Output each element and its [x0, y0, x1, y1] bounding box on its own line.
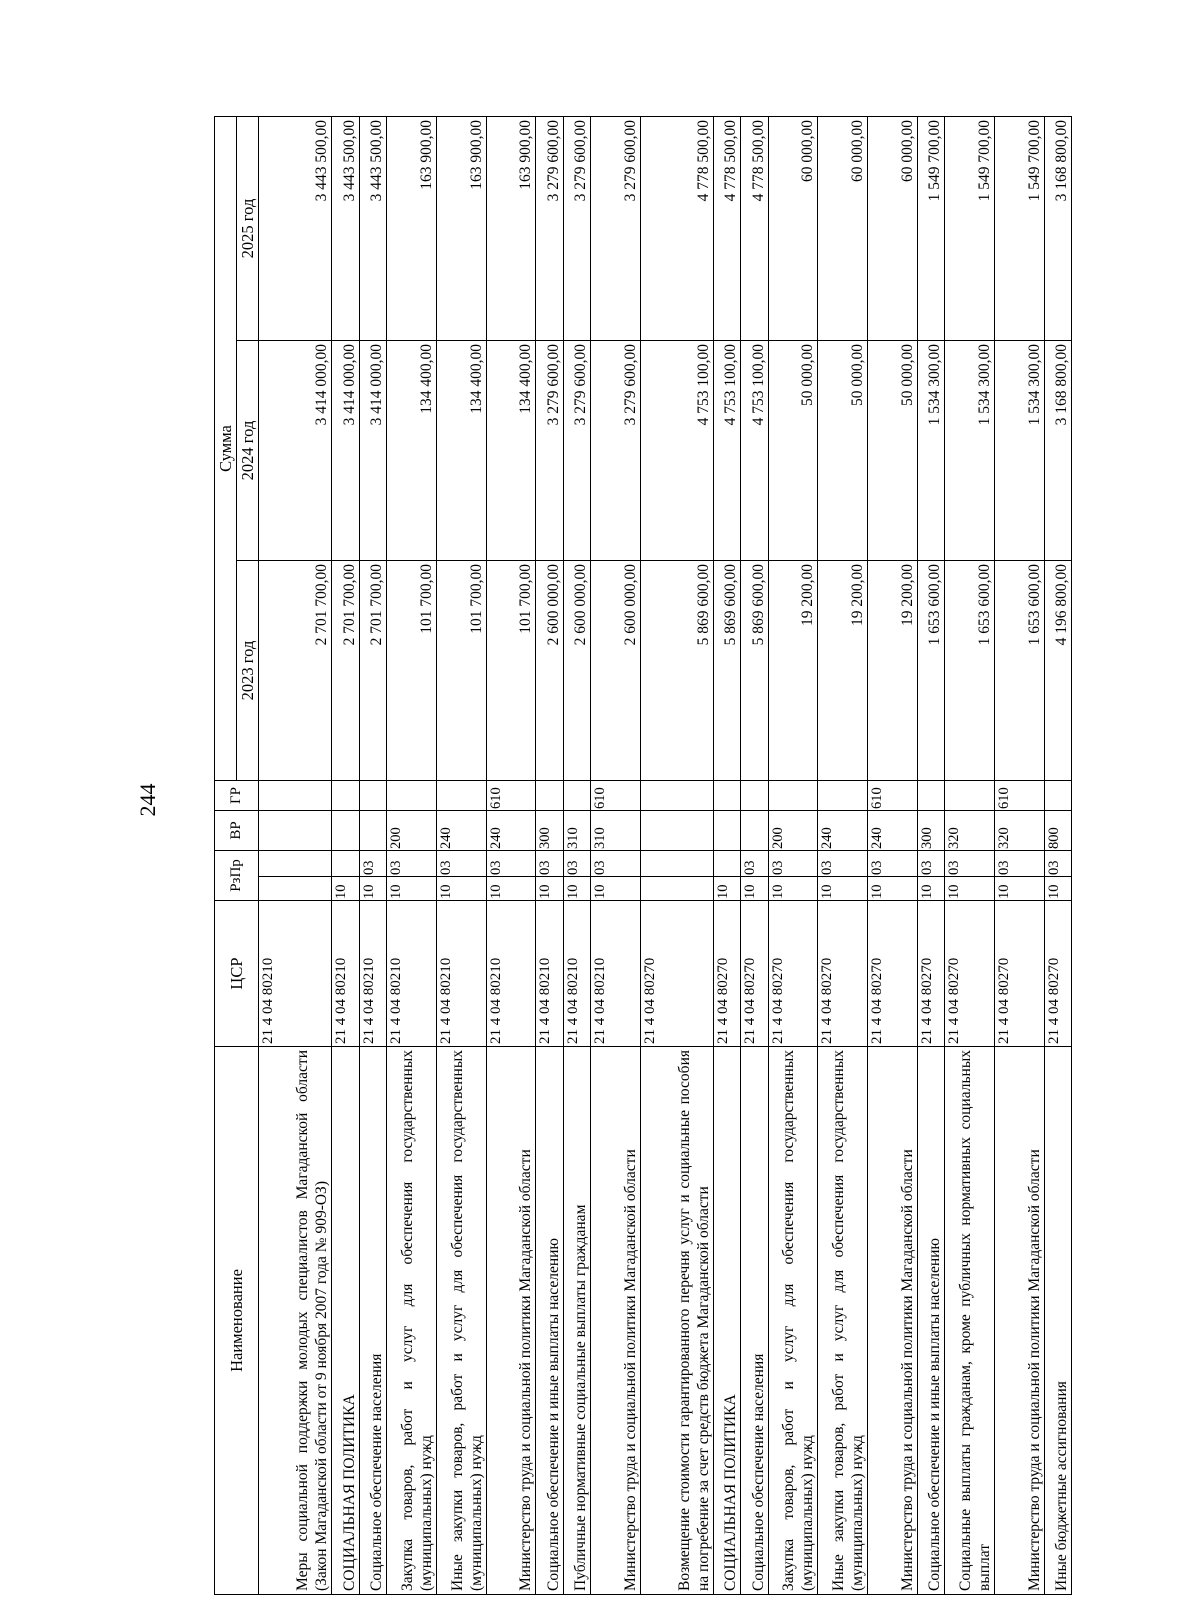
table-cell-2023: 1 653 600,00	[994, 560, 1044, 780]
table-cell-vr	[640, 810, 713, 850]
table-cell-rz: 10	[917, 877, 944, 901]
table-cell-pr: 03	[741, 850, 768, 876]
table-cell-2025: 1 549 700,00	[994, 116, 1044, 340]
header-year-2023: 2023 год	[237, 560, 259, 780]
table-cell-gr: 610	[486, 780, 536, 810]
table-cell-csr: 21 4 04 80210	[359, 901, 386, 1047]
table-cell-rz: 10	[359, 877, 386, 901]
table-cell-2023: 5 869 600,00	[741, 560, 768, 780]
table-cell-2024: 50 000,00	[768, 340, 818, 560]
table-cell-pr	[259, 850, 332, 876]
table-cell-csr: 21 4 04 80270	[868, 901, 918, 1047]
table-cell-2025: 60 000,00	[818, 116, 868, 340]
table-cell-2025: 163 900,00	[486, 116, 536, 340]
table-cell-csr: 21 4 04 80270	[714, 901, 741, 1047]
table-cell-gr	[359, 780, 386, 810]
table-row	[818, 116, 868, 1594]
table-row	[640, 116, 713, 1594]
table-cell-gr	[640, 780, 713, 810]
table-cell-rz: 10	[486, 877, 536, 901]
table-cell-gr	[714, 780, 741, 810]
table-cell-gr	[818, 780, 868, 810]
table-cell-csr: 21 4 04 80210	[563, 901, 590, 1047]
table-cell-csr: 21 4 04 80270	[741, 901, 768, 1047]
table-cell-gr: 610	[994, 780, 1044, 810]
table-cell-pr: 03	[917, 850, 944, 876]
table-cell-2024: 1 534 300,00	[917, 340, 944, 560]
table-cell-name: Социальное обеспечение населения	[359, 1047, 386, 1595]
table-cell-rz: 10	[536, 877, 563, 901]
table-cell-2023: 19 200,00	[868, 560, 918, 780]
table-cell-vr: 200	[768, 810, 818, 850]
table-cell-2024: 3 414 000,00	[359, 340, 386, 560]
table-cell-vr: 240	[868, 810, 918, 850]
table-row	[868, 116, 918, 1594]
table-cell-gr	[1044, 780, 1071, 810]
table-cell-vr	[714, 810, 741, 850]
table-cell-2023: 101 700,00	[436, 560, 486, 780]
table-cell-pr	[640, 850, 713, 876]
table-cell-vr: 200	[386, 810, 436, 850]
table-cell-pr	[714, 850, 741, 876]
table-cell-2023: 2 600 000,00	[536, 560, 563, 780]
table-cell-vr: 310	[563, 810, 590, 850]
table-cell-2025: 3 168 800,00	[1044, 116, 1071, 340]
table-cell-rz: 10	[768, 877, 818, 901]
table-cell-pr: 03	[1044, 850, 1071, 876]
header-rz-pr: РзПр	[215, 850, 259, 900]
table-cell-pr: 03	[818, 850, 868, 876]
table-cell-name: СОЦИАЛЬНАЯ ПОЛИТИКА	[332, 1047, 359, 1595]
table-cell-gr	[536, 780, 563, 810]
table-cell-vr	[359, 810, 386, 850]
header-year-2024: 2024 год	[237, 340, 259, 560]
table-cell-vr	[741, 810, 768, 850]
table-cell-2023: 1 653 600,00	[945, 560, 995, 780]
table-cell-gr	[259, 780, 332, 810]
table-cell-2023: 2 600 000,00	[563, 560, 590, 780]
table-cell-name: Министерство труда и социальной политики Магаданской области	[868, 1047, 918, 1595]
header-vr: ВР	[215, 810, 259, 850]
table-cell-csr: 21 4 04 80210	[332, 901, 359, 1047]
table-cell-name: Министерство труда и социальной политики Магаданской области	[994, 1047, 1044, 1595]
table-cell-name: Закупка товаров, работ и услуг для обеспечения государственных (муниципальных) нужд	[386, 1047, 436, 1595]
table-row	[359, 116, 386, 1594]
header-name: Наименование	[215, 1047, 259, 1595]
table-cell-name: Закупка товаров, работ и услуг для обеспечения государственных (муниципальных) нужд	[768, 1047, 818, 1595]
table-cell-vr: 300	[917, 810, 944, 850]
table-cell-name: Социальное обеспечение и иные выплаты населению	[917, 1047, 944, 1595]
table-cell-2025: 3 443 500,00	[332, 116, 359, 340]
table-row	[386, 116, 436, 1594]
table-cell-pr: 03	[386, 850, 436, 876]
table-cell-rz: 10	[714, 877, 741, 901]
table-cell-name: Социальное обеспечение населения	[741, 1047, 768, 1595]
table-cell-csr: 21 4 04 80270	[818, 901, 868, 1047]
table-cell-2025: 4 778 500,00	[640, 116, 713, 340]
table-cell-csr: 21 4 04 80270	[640, 901, 713, 1047]
table-cell-pr: 03	[486, 850, 536, 876]
table-cell-csr: 21 4 04 80210	[386, 901, 436, 1047]
table-cell-gr	[768, 780, 818, 810]
table-cell-2024: 3 279 600,00	[590, 340, 640, 560]
table-cell-vr: 310	[590, 810, 640, 850]
table-cell-rz: 10	[386, 877, 436, 901]
table-cell-vr: 320	[945, 810, 995, 850]
table-row	[994, 116, 1044, 1594]
table-cell-pr: 03	[768, 850, 818, 876]
table-cell-name: СОЦИАЛЬНАЯ ПОЛИТИКА	[714, 1047, 741, 1595]
table-cell-csr: 21 4 04 80270	[917, 901, 944, 1047]
table-cell-vr: 320	[994, 810, 1044, 850]
table-cell-gr	[741, 780, 768, 810]
header-sum: Сумма	[215, 116, 237, 780]
table-cell-2025: 1 549 700,00	[917, 116, 944, 340]
table-cell-2025: 163 900,00	[386, 116, 436, 340]
table-cell-pr	[332, 850, 359, 876]
table-cell-vr: 800	[1044, 810, 1071, 850]
table-cell-rz: 10	[563, 877, 590, 901]
table-cell-2023: 2 701 700,00	[359, 560, 386, 780]
table-cell-csr: 21 4 04 80270	[994, 901, 1044, 1047]
table-cell-pr: 03	[359, 850, 386, 876]
table-cell-csr: 21 4 04 80210	[536, 901, 563, 1047]
table-cell-2025: 3 279 600,00	[536, 116, 563, 340]
table-cell-name: Министерство труда и социальной политики Магаданской области	[590, 1047, 640, 1595]
table-row	[945, 116, 995, 1594]
header-gr: ГР	[215, 780, 259, 810]
budget-table	[214, 116, 1072, 1595]
table-cell-gr	[917, 780, 944, 810]
table-cell-2025: 3 279 600,00	[590, 116, 640, 340]
table-cell-2024: 3 168 800,00	[1044, 340, 1071, 560]
table-cell-2025: 3 443 500,00	[259, 116, 332, 340]
table-cell-2024: 4 753 100,00	[640, 340, 713, 560]
table-row	[259, 116, 332, 1594]
table-cell-2025: 4 778 500,00	[741, 116, 768, 340]
table-cell-2024: 134 400,00	[486, 340, 536, 560]
table-cell-vr: 240	[436, 810, 486, 850]
table-row	[590, 116, 640, 1594]
table-cell-2024: 50 000,00	[868, 340, 918, 560]
table-cell-2024: 3 279 600,00	[563, 340, 590, 560]
table-cell-gr	[332, 780, 359, 810]
table-cell-2023: 1 653 600,00	[917, 560, 944, 780]
table-cell-rz: 10	[994, 877, 1044, 901]
table-cell-csr: 21 4 04 80270	[945, 901, 995, 1047]
table-cell-2023: 2 701 700,00	[259, 560, 332, 780]
table-cell-2023: 19 200,00	[818, 560, 868, 780]
header-csr: ЦСР	[215, 901, 259, 1047]
table-cell-2024: 1 534 300,00	[994, 340, 1044, 560]
table-cell-vr: 240	[486, 810, 536, 850]
table-row	[436, 116, 486, 1594]
table-cell-name: Меры социальной поддержки молодых специалистов Магаданской области (Закон Магаданской области от 9 ноября 2007 года № 909-ОЗ)	[259, 1047, 332, 1595]
table-cell-2024: 134 400,00	[436, 340, 486, 560]
table-cell-pr: 03	[563, 850, 590, 876]
table-cell-csr: 21 4 04 80210	[436, 901, 486, 1047]
table-cell-pr: 03	[436, 850, 486, 876]
table-cell-2023: 5 869 600,00	[640, 560, 713, 780]
table-cell-2023: 101 700,00	[486, 560, 536, 780]
table-cell-2023: 2 600 000,00	[590, 560, 640, 780]
table-cell-2024: 3 414 000,00	[259, 340, 332, 560]
table-cell-gr: 610	[590, 780, 640, 810]
table-cell-2025: 3 279 600,00	[563, 116, 590, 340]
table-cell-vr: 300	[536, 810, 563, 850]
table-cell-2025: 3 443 500,00	[359, 116, 386, 340]
table-cell-pr: 03	[945, 850, 995, 876]
table-cell-2025: 163 900,00	[436, 116, 486, 340]
table-cell-pr: 03	[994, 850, 1044, 876]
table-row	[536, 116, 563, 1594]
table-cell-gr	[436, 780, 486, 810]
table-cell-2023: 2 701 700,00	[332, 560, 359, 780]
table-cell-pr: 03	[536, 850, 563, 876]
table-cell-name: Иные закупки товаров, работ и услуг для обеспечения государственных (муниципальных) нужд	[818, 1047, 868, 1595]
table-cell-rz: 10	[590, 877, 640, 901]
table-row	[486, 116, 536, 1594]
table-cell-rz: 10	[436, 877, 486, 901]
table-cell-name: Социальные выплаты гражданам, кроме публичных нормативных социальных выплат	[945, 1047, 995, 1595]
table-cell-2025: 60 000,00	[768, 116, 818, 340]
table-cell-2025: 60 000,00	[868, 116, 918, 340]
table-cell-2024: 50 000,00	[818, 340, 868, 560]
table-row	[714, 116, 741, 1594]
table-cell-2024: 4 753 100,00	[741, 340, 768, 560]
table-cell-csr: 21 4 04 80210	[259, 901, 332, 1047]
table-row	[332, 116, 359, 1594]
table-cell-2023: 5 869 600,00	[714, 560, 741, 780]
table-cell-name: Социальное обеспечение и иные выплаты населению	[536, 1047, 563, 1595]
page-number: 244	[135, 783, 160, 817]
table-cell-rz: 10	[332, 877, 359, 901]
table-cell-vr: 240	[818, 810, 868, 850]
table-cell-vr	[332, 810, 359, 850]
budget-table-rotated	[214, 117, 1072, 1595]
table-cell-rz: 10	[868, 877, 918, 901]
table-cell-gr	[945, 780, 995, 810]
table-cell-2023: 19 200,00	[768, 560, 818, 780]
table-cell-name: Министерство труда и социальной политики Магаданской области	[486, 1047, 536, 1595]
table-row	[917, 116, 944, 1594]
table-cell-csr: 21 4 04 80270	[768, 901, 818, 1047]
table-cell-name: Публичные нормативные социальные выплаты гражданам	[563, 1047, 590, 1595]
table-cell-rz	[640, 877, 713, 901]
table-cell-rz	[259, 877, 332, 901]
table-cell-2024: 3 279 600,00	[536, 340, 563, 560]
table-cell-gr	[386, 780, 436, 810]
table-cell-gr: 610	[868, 780, 918, 810]
table-row	[741, 116, 768, 1594]
table-cell-name: Возмещение стоимости гарантированного перечня услуг и социальные пособия на погребение за счет средств бюджета Магаданской области	[640, 1047, 713, 1595]
table-cell-csr: 21 4 04 80210	[486, 901, 536, 1047]
table-cell-name: Иные закупки товаров, работ и услуг для обеспечения государственных (муниципальных) нужд	[436, 1047, 486, 1595]
table-cell-2025: 1 549 700,00	[945, 116, 995, 340]
table-cell-vr	[259, 810, 332, 850]
table-row	[563, 116, 590, 1594]
table-row	[1044, 116, 1071, 1594]
table-cell-pr: 03	[868, 850, 918, 876]
table-cell-rz: 10	[741, 877, 768, 901]
table-cell-rz: 10	[818, 877, 868, 901]
table-cell-2025: 4 778 500,00	[714, 116, 741, 340]
table-cell-2024: 134 400,00	[386, 340, 436, 560]
table-cell-2024: 3 414 000,00	[332, 340, 359, 560]
table-cell-csr: 21 4 04 80210	[590, 901, 640, 1047]
table-cell-2023: 101 700,00	[386, 560, 436, 780]
table-cell-2023: 4 196 800,00	[1044, 560, 1071, 780]
table-cell-rz: 10	[1044, 877, 1071, 901]
table-cell-csr: 21 4 04 80270	[1044, 901, 1071, 1047]
table-cell-gr	[563, 780, 590, 810]
table-cell-2024: 4 753 100,00	[714, 340, 741, 560]
table-cell-pr: 03	[590, 850, 640, 876]
header-year-2025: 2025 год	[237, 116, 259, 340]
table-row	[768, 116, 818, 1594]
table-cell-name: Иные бюджетные ассигнования	[1044, 1047, 1071, 1595]
table-cell-2024: 1 534 300,00	[945, 340, 995, 560]
table-cell-rz: 10	[945, 877, 995, 901]
